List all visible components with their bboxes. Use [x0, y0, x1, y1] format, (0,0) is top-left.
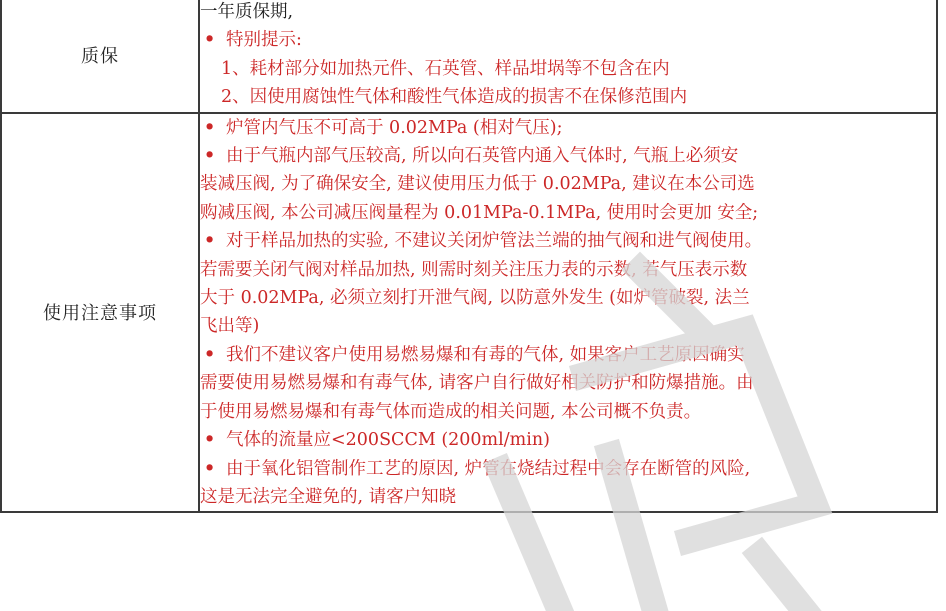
precaution-line: 大于 0.02MPa, 必须立刻打开泄气阀, 以防意外发生 (如炉管破裂, 法兰	[200, 288, 750, 309]
precaution-line	[200, 455, 936, 483]
precaution-text: 炉管内气压不可高于 0.02MPa (相对气压);	[226, 117, 563, 138]
bullet-icon: •	[204, 344, 216, 365]
precaution-line	[200, 114, 936, 142]
bullet-icon: •	[204, 458, 216, 479]
precaution-line	[200, 426, 936, 454]
precaution-line	[200, 227, 936, 255]
warranty-notice-text: 特别提示:	[226, 30, 302, 51]
bullet-icon: •	[204, 117, 216, 138]
precaution-text: 我们不建议客户使用易燃易爆和有毒的气体, 如果客户工艺原因确实	[226, 344, 745, 365]
precaution-text: 对于样品加热的实验, 不建议关闭炉管法兰端的抽气阀和进气阀使用。	[226, 231, 763, 252]
precaution-text: 气体的流量应<200SCCM (200ml/min)	[226, 430, 550, 451]
precaution-line: 装减压阀, 为了确保安全, 建议使用压力低于 0.02MPa, 建议在本公司选	[200, 174, 755, 195]
precaution-text: 由于气瓶内部气压较高, 所以向石英管内通入气体时, 气瓶上必须安	[226, 146, 739, 167]
warranty-notice-line	[200, 26, 936, 54]
bullet-icon: •	[204, 30, 216, 51]
precaution-line: 飞出等)	[200, 316, 260, 337]
precaution-line: 若需要关闭气阀对样品加热, 则需时刻关注压力表的示数, 若气压表示数	[200, 259, 748, 280]
warranty-label: 质保	[1, 0, 199, 113]
precaution-line	[200, 142, 936, 170]
warranty-item-1: 1、耗材部分如加热元件、石英管、样品坩埚等不包含在内	[221, 58, 670, 79]
precautions-label: 使用注意事项	[1, 113, 199, 513]
precaution-line: 需要使用易燃易爆和有毒气体, 请客户自行做好相关防护和防爆措施。由	[200, 373, 754, 394]
precaution-line: 这是无法完全避免的, 请客户知晓	[200, 486, 457, 507]
precautions-row	[1, 113, 937, 513]
bullet-icon: •	[204, 146, 216, 167]
bullet-icon: •	[204, 231, 216, 252]
precaution-line	[200, 341, 936, 369]
bullet-icon: •	[204, 430, 216, 451]
precaution-line: 购减压阀, 本公司减压阀量程为 0.01MPa-0.1MPa, 使用时会更加 安全;	[200, 202, 759, 223]
warranty-period-line: 一年质保期,	[200, 2, 294, 22]
precaution-text: 由于氧化铝管制作工艺的原因, 炉管在烧结过程中会存在断管的风险,	[226, 458, 751, 479]
warranty-content	[199, 0, 937, 113]
precautions-content	[199, 113, 937, 513]
precaution-line: 于使用易燃易爆和有毒气体而造成的相关问题, 本公司概不负责。	[200, 401, 702, 422]
warranty-row	[1, 0, 937, 113]
warranty-item-2: 2、因使用腐蚀性气体和酸性气体造成的损害不在保修范围内	[221, 87, 688, 108]
